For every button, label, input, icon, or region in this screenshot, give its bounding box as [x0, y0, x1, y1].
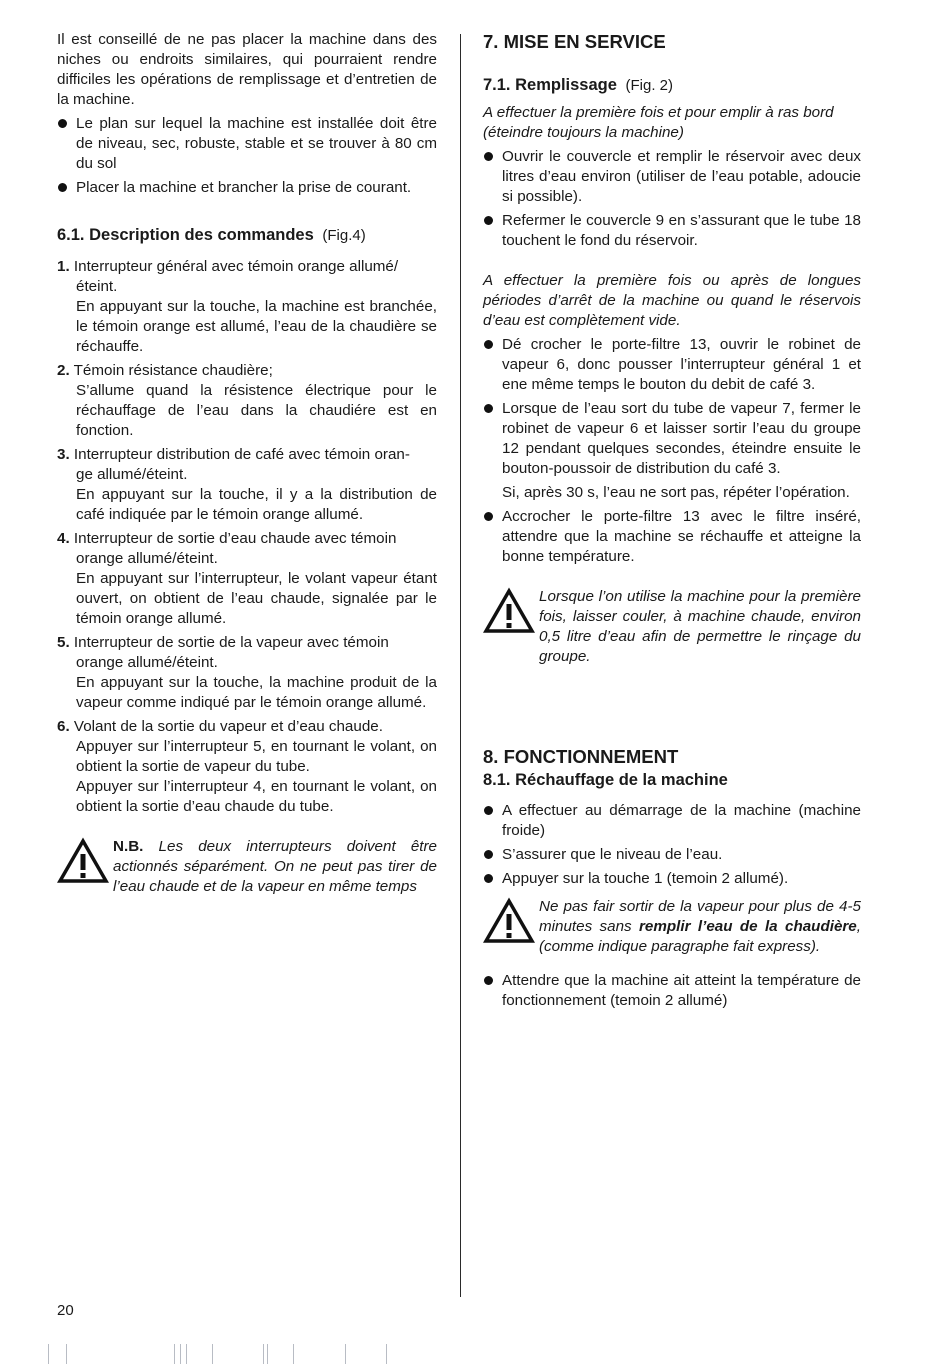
item-lead: Témoin résistance chaudière;	[73, 362, 273, 379]
item-number: 6.	[57, 718, 70, 735]
list-item: A effectuer au démarrage de la machine (machine froide)	[483, 801, 861, 841]
section-title-7: 7. MISE EN SERVICE	[483, 31, 666, 52]
item-number: 2.	[57, 362, 70, 379]
item-lead: Interrupteur de sortie de la vapeur avec témoin	[73, 634, 389, 651]
item-body: ge allumé/éteint. En appuyant sur la touche, il y a la distribution de café indiquée par le témoin orange allumé.	[76, 466, 437, 523]
warning-text-post: , (comme indique paragraphe fait express).	[539, 918, 861, 955]
list-item-continuation: Si, après 30 s, l’eau ne sort pas, répéter l’opération.	[502, 484, 850, 501]
intro-paragraph: Il est conseillé de ne pas placer la machine dans des niches ou endroits similaires, qui pourraient rendre difficiles les opérations de remplissage et d’entretien de la machine.	[57, 31, 437, 108]
warning-box	[483, 587, 861, 667]
list-item: Lorsque de l’eau sort du tube de vapeur 7, fermer le robinet de vapeur 6 et laisser sortir l’eau du groupe 12 pendant quelques secondes, éteindre ensuite le bouton-poussoir de distribution du café 3.	[483, 399, 861, 479]
item-body: Appuyer sur l’interrupteur 5, en tournant le volant, on obtient la sortie de vapeur du tube. Appuyer sur l’interrupteur 4, en tournant le volant, on obtient la sortie d’eau chaude du tube.	[76, 738, 437, 815]
left-column	[57, 30, 437, 897]
section-title-7-1	[483, 74, 861, 97]
figure-reference: (Fig. 2)	[625, 77, 674, 94]
warning-text-emphasis: remplir l’eau de la chaudière	[639, 918, 857, 935]
instruction-note: A effectuer la première fois et pour emplir à ras bord (éteindre toujours la machine)	[483, 104, 834, 141]
list-item: S’assurer que le niveau de l’eau.	[483, 845, 861, 865]
warning-box	[483, 897, 861, 957]
warning-triangle-icon	[57, 837, 113, 897]
item-number: 1.	[57, 258, 70, 275]
command-item-1	[57, 257, 437, 357]
warning-text: Les deux interrupteurs doivent être actionnés séparément. On ne peut pas tirer de l’eau chaude et de la vapeur en même temps	[113, 838, 437, 895]
commands-list	[57, 257, 437, 817]
list-item: Placer la machine et brancher la prise de courant.	[57, 178, 437, 198]
section-title-8-1: 8.1. Réchauffage de la machine	[483, 771, 728, 789]
s81-list	[483, 801, 861, 889]
item-number: 5.	[57, 634, 70, 651]
warning-text-pre: Ne pas fair sortir de la vapeur pour plus de 4-5 minutes sans	[539, 898, 861, 935]
item-body: éteint. En appuyant sur la touche, la machine est branchée, le témoin orange est allumé, l’eau de la chaudière se réchauffe.	[76, 278, 437, 355]
section-title-text: 7.1. Remplissage	[483, 76, 617, 94]
item-lead: Interrupteur général avec témoin orange allumé/	[73, 258, 399, 275]
section-title-6-1	[57, 224, 437, 247]
warning-triangle-icon	[483, 897, 539, 957]
column-divider	[460, 34, 461, 1297]
warning-label: N.B.	[113, 838, 144, 855]
item-body: orange allumé/éteint. En appuyant sur la touche, la machine produit de la vapeur comme indiqué par le témoin orange allumé.	[76, 654, 437, 711]
item-number: 3.	[57, 446, 70, 463]
item-lead: Volant de la sortie du vapeur et d’eau chaude.	[73, 718, 383, 735]
page-number: 20	[57, 1302, 74, 1319]
item-lead: Interrupteur distribution de café avec témoin oran-	[73, 446, 410, 463]
scan-artifact-marks	[48, 1344, 428, 1364]
list-item: Dé crocher le porte-filtre 13, ouvrir le robinet de vapeur 6, donc pousser l’interrupteur général 1 et ene même temps le bouton du debit de café 3.	[483, 335, 861, 395]
section-title-text: 6.1. Description des commandes	[57, 226, 314, 244]
list-item: Le plan sur lequel la machine est installée doit être de niveau, sec, robuste, stable et se trouver à 80 cm du sol	[57, 114, 437, 174]
warning-text	[539, 897, 861, 957]
list-item: Ouvrir le couvercle et remplir le réservoir avec deux litres d’eau environ (utiliser de l’eau potable, adoucie si possible).	[483, 147, 861, 207]
item-body: S’allume quand la résistence électrique pour le réchauffage de l’eau dans la chaudiére est en fonction.	[76, 382, 437, 439]
right-column	[483, 30, 861, 1011]
command-item-3	[57, 445, 437, 525]
instruction-note: A effectuer la première fois ou après de longues périodes d’arrêt de la machine ou quand le réservois d’eau est complètement vide.	[483, 272, 861, 329]
warning-text: Lorsque l’on utilise la machine pour la première fois, laisser couler, à machine chaude, environ 0,5 litre d’eau afin de permettre le rinçage du groupe.	[539, 588, 861, 665]
command-item-4	[57, 529, 437, 629]
warning-box	[57, 837, 437, 897]
item-body: orange allumé/éteint. En appuyant sur l’interrupteur, le volant vapeur étant ouvert, on obtient de l’eau chaude, signalée par le témoin orange allumé.	[76, 550, 437, 627]
list-item: Appuyer sur la touche 1 (temoin 2 allumé).	[483, 869, 861, 889]
command-item-2	[57, 361, 437, 441]
section-title-8: 8. FONCTIONNEMENT	[483, 746, 679, 767]
command-item-5	[57, 633, 437, 713]
list-item: Accrocher le porte-filtre 13 avec le filtre inséré, attendre que la machine se réchauffe et atteigne la bonne température.	[483, 507, 861, 567]
list-item: Refermer le couvercle 9 en s’assurant que le tube 18 touchent le fond du réservoir.	[483, 211, 861, 251]
figure-reference: (Fig.4)	[322, 227, 366, 244]
item-lead: Interrupteur de sortie d’eau chaude avec témoin	[73, 530, 397, 547]
command-item-6	[57, 717, 437, 817]
list-item: Attendre que la machine ait atteint la température de fonctionnement (temoin 2 allumé)	[483, 971, 861, 1011]
warning-triangle-icon	[483, 587, 539, 667]
item-number: 4.	[57, 530, 70, 547]
